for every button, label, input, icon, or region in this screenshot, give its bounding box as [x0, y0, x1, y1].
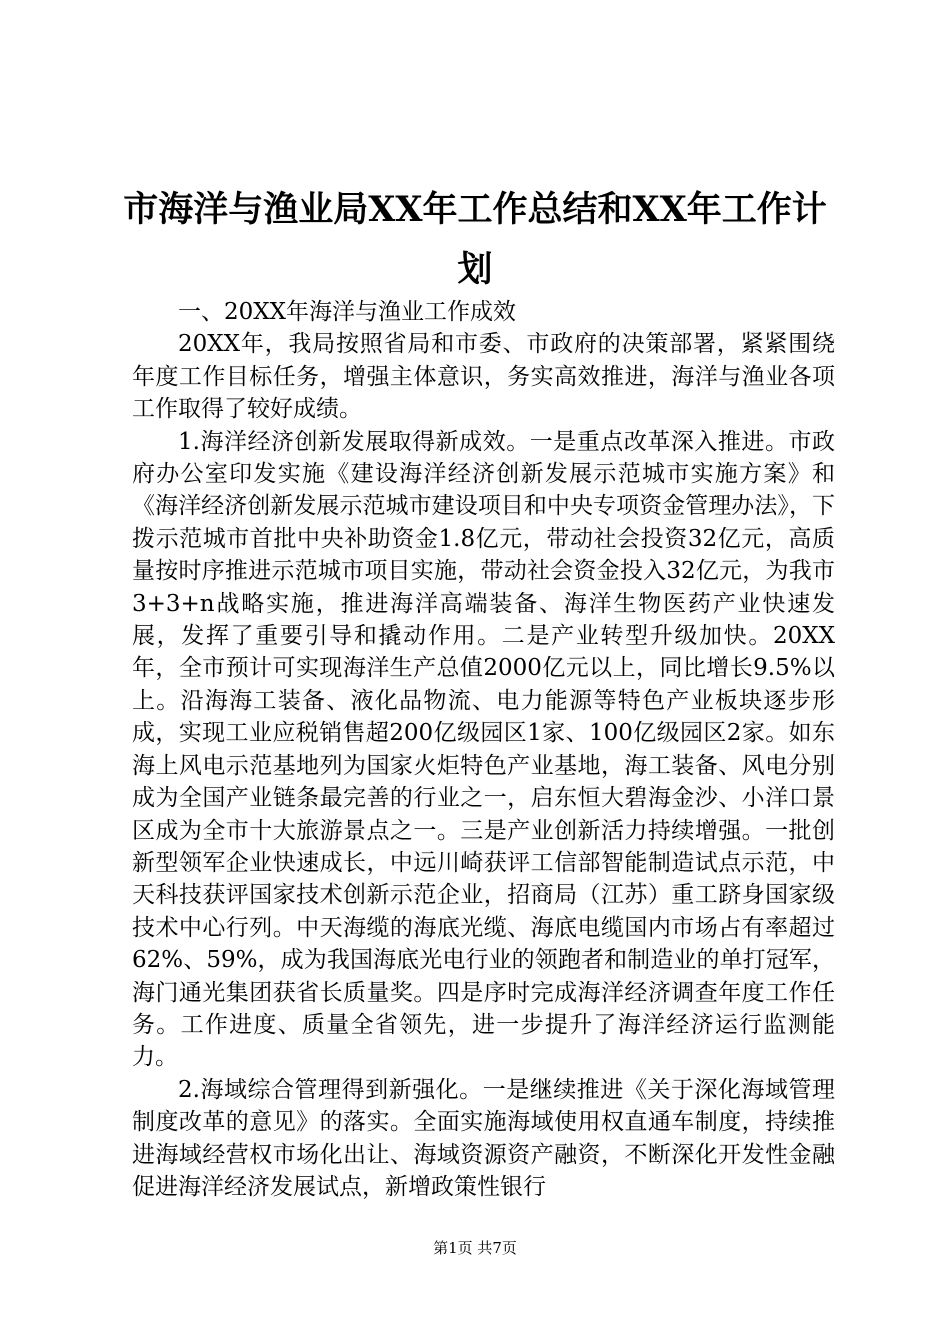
- document-body: [132, 296, 835, 1203]
- page-footer: 第1页 共7页: [433, 1239, 517, 1257]
- document-title: 市海洋与渔业局XX年工作总结和XX年工作计划: [123, 189, 827, 290]
- paragraph-item-1: 1.海洋经济创新发展取得新成效。一是重点改革深入推进。市政府办公室印发实施《建设海洋经济创新发展示范城市实施方案》和《海洋经济创新发展示范城市建设项目和中央专项资金管理办法》，下拨示范城市首批中央补助资金1.8亿元，带动社会投资32亿元，高质量按时序推进示范城市项目实施，带动社会资金投入32亿元，为我市3+3+n战略实施，推进海洋高端装备、海洋生物医药产业快速发展，发挥了重要引导和撬动作用。二是产业转型升级加快。20XX年，全市预计可实现海洋生产总值2000亿元以上，同比增长9.5%以上。沿海海工装备、液化品物流、电力能源等特色产业板块逐步形成，实现工业应税销售超200亿级园区1家、100亿级园区2家。如东海上风电示范基地列为国家火炬特色产业基地，海工装备、风电分别成为全国产业链条最完善的行业之一，启东恒大碧海金沙、小洋口景区成为全市十大旅游景点之一。三是产业创新活力持续增强。一批创新型领军企业快速成长，中远川崎获评工信部智能制造试点示范，中天科技获评国家技术创新示范企业，招商局（江苏）重工跻身国家级技术中心行列。中天海缆的海底光缆、海底电缆国内市场占有率超过62%、59%，成为我国海底光电行业的领跑者和制造业的单打冠军，海门通光集团获省长质量奖。四是序时完成海洋经济调查年度工作任务。工作进度、质量全省领先，进一步提升了海洋经济运行监测能力。: [132, 428, 835, 1071]
- paragraph-item-2: 2.海域综合管理得到新强化。一是继续推进《关于深化海域管理制度改革的意见》的落实。全面实施海域使用权直通车制度，持续推进海域经营权市场化出让、海域资源资产融资，不断深化开发性金融促进海洋经济发展试点，新增政策性银行: [132, 1076, 835, 1200]
- paragraph-intro: 20XX年，我局按照省局和市委、市政府的决策部署，紧紧围绕年度工作目标任务，增强主体意识，务实高效推进，海洋与渔业各项工作取得了较好成绩。: [132, 331, 835, 423]
- section-heading: 一、20XX年海洋与渔业工作成效: [178, 299, 517, 325]
